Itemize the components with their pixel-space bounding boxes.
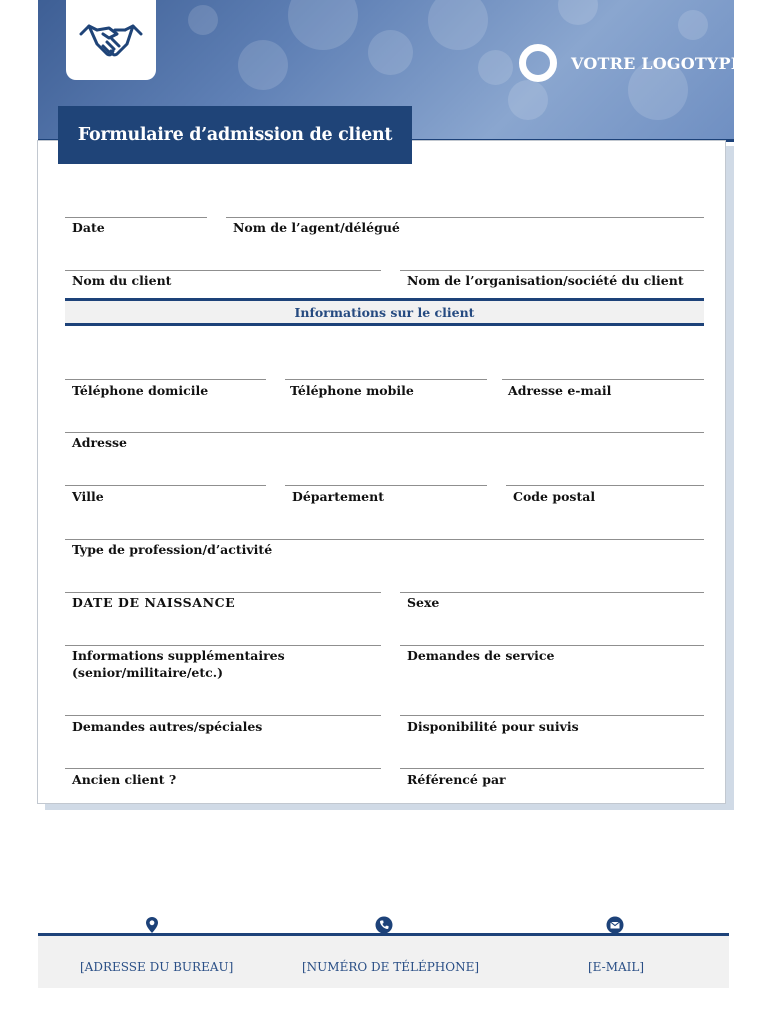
email-field[interactable] (502, 379, 704, 380)
profession-field[interactable] (65, 539, 704, 540)
section-title: Informations sur le client (294, 304, 475, 320)
client-name-label: Nom du client (72, 273, 172, 288)
sex-label: Sexe (407, 595, 440, 610)
emblem-box (66, 0, 156, 80)
followup-availability-label: Disponibilité pour suivis (407, 719, 579, 734)
city-label: Ville (72, 489, 104, 504)
logo-ring-icon (519, 44, 557, 82)
mail-icon (606, 916, 624, 934)
service-requests-label: Demandes de service (407, 648, 555, 663)
footer-email: [E-MAIL] (588, 960, 645, 974)
department-field[interactable] (285, 485, 487, 486)
extra-info-sublabel: (senior/militaire/etc.) (72, 665, 224, 680)
email-label: Adresse e-mail (508, 383, 612, 398)
former-client-label: Ancien client ? (72, 772, 177, 787)
referred-by-label: Référencé par (407, 772, 506, 787)
agent-label: Nom de l’agent/délégué (233, 220, 400, 235)
form-title-box (58, 106, 412, 164)
postal-code-field[interactable] (506, 485, 704, 486)
home-phone-field[interactable] (65, 379, 266, 380)
address-label: Adresse (72, 435, 128, 450)
footer-address: [ADRESSE DU BUREAU] (80, 960, 234, 974)
referred-by-field[interactable] (400, 768, 704, 769)
logo (519, 44, 743, 82)
sex-field[interactable] (400, 592, 704, 593)
footer-phone: [NUMÉRO DE TÉLÉPHONE] (302, 960, 480, 974)
phone-icon (375, 916, 393, 934)
form-title: Formulaire d’admission de client (77, 125, 393, 145)
former-client-field[interactable] (65, 768, 381, 769)
logo-text: VOTRE LOGOTYPE (571, 53, 744, 73)
extra-info-label: Informations supplémentaires (72, 648, 285, 663)
address-field[interactable] (65, 432, 704, 433)
mobile-phone-field[interactable] (285, 379, 487, 380)
client-name-field[interactable] (65, 270, 381, 271)
map-pin-icon (143, 916, 161, 934)
postal-code-label: Code postal (513, 489, 596, 504)
organization-label: Nom de l’organisation/société du client (407, 273, 684, 288)
birth-date-field[interactable] (65, 592, 381, 593)
home-phone-label: Téléphone domicile (72, 383, 209, 398)
date-label: Date (72, 220, 105, 235)
date-field[interactable] (65, 217, 207, 218)
handshake-icon (79, 20, 143, 60)
form-card (37, 140, 726, 804)
agent-field[interactable] (226, 217, 704, 218)
service-requests-field[interactable] (400, 645, 704, 646)
mobile-phone-label: Téléphone mobile (290, 383, 414, 398)
department-label: Département (292, 489, 384, 504)
birth-date-label: DATE DE NAISSANCE (72, 595, 236, 610)
followup-availability-field[interactable] (400, 715, 704, 716)
city-field[interactable] (65, 485, 266, 486)
extra-info-field[interactable] (65, 645, 381, 646)
organization-field[interactable] (400, 270, 704, 271)
other-requests-label: Demandes autres/spéciales (72, 719, 263, 734)
other-requests-field[interactable] (65, 715, 381, 716)
client-info-section-header (65, 298, 704, 326)
profession-label: Type de profession/d’activité (72, 542, 273, 557)
